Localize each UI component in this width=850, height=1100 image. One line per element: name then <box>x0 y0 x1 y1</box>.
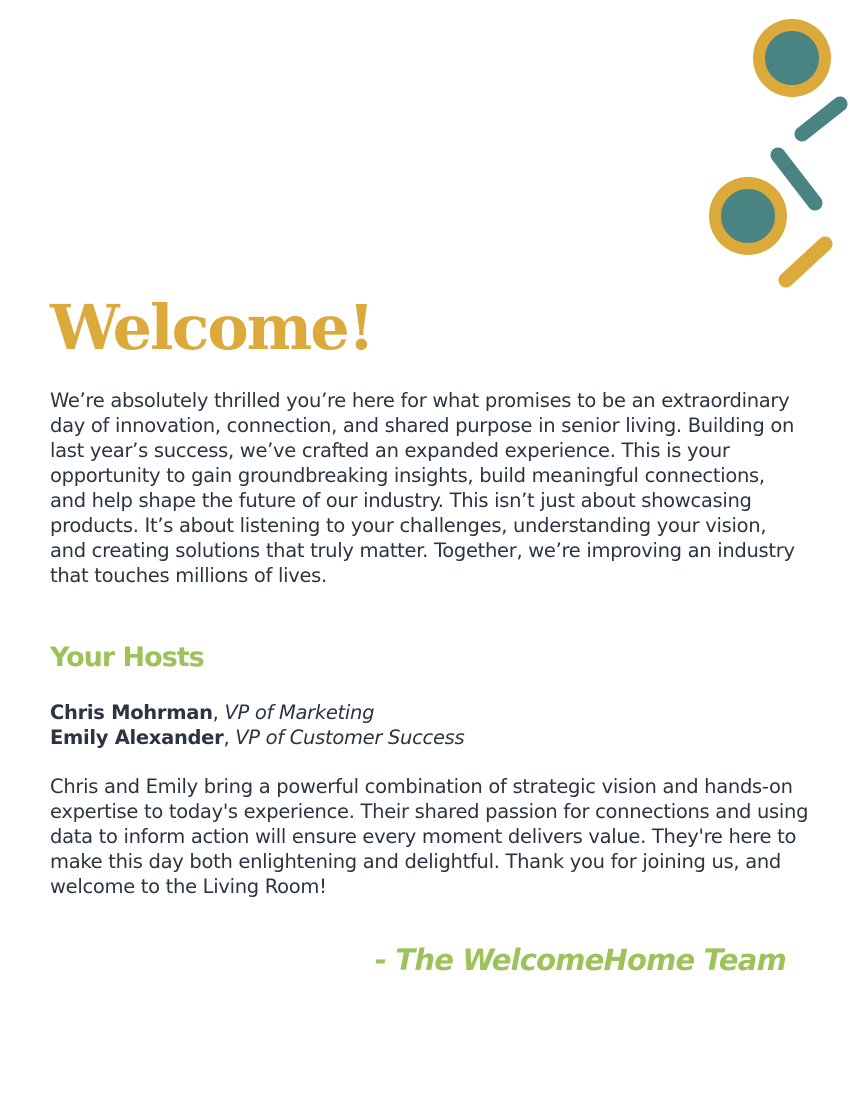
host-name: Chris Mohrman <box>50 701 213 724</box>
bottom-ring-decoration <box>715 183 781 249</box>
host-role: VP of Customer Success <box>235 726 465 749</box>
teal-bar-middle-decoration <box>778 155 815 203</box>
host-emily: Emily Alexander, VP of Customer Success <box>50 726 465 749</box>
hosts-description: Chris and Emily bring a powerful combination of strategic vision and hands-on expertise to today's experience. Their shared passion for connections and using data to inform action will ensure every moment delivers value. They're here to make this day both enlightening and delightful. Thank you for joining us, and welcome to the Living Room! <box>50 775 809 898</box>
top-ring-decoration <box>759 25 825 91</box>
decorative-shapes <box>0 0 850 300</box>
host-role: VP of Marketing <box>224 701 375 724</box>
page-title: Welcome! <box>50 291 373 364</box>
mustard-bar-decoration <box>786 244 825 280</box>
team-signature: - The WelcomeHome Team <box>374 943 786 977</box>
intro-paragraph: We’re absolutely thrilled you’re here for what promises to be an extraordinary day of innovation, connection, and shared purpose in senior living. Building on last year’s success, we’ve crafted an expanded experience. This is your opportunity to gain groundbreaking insights, build meaningful connections, and help shape the future of our industry. This isn’t just about showcasing products. It’s about listening to your challenges, understanding your vision, and creating solutions that truly matter. Together, we’re improving an industry that touches millions of lives. <box>50 389 795 587</box>
host-name: Emily Alexander <box>50 726 224 749</box>
host-chris: Chris Mohrman, VP of Marketing <box>50 701 375 724</box>
hosts-heading: Your Hosts <box>50 642 204 673</box>
teal-bar-top-decoration <box>802 104 840 134</box>
